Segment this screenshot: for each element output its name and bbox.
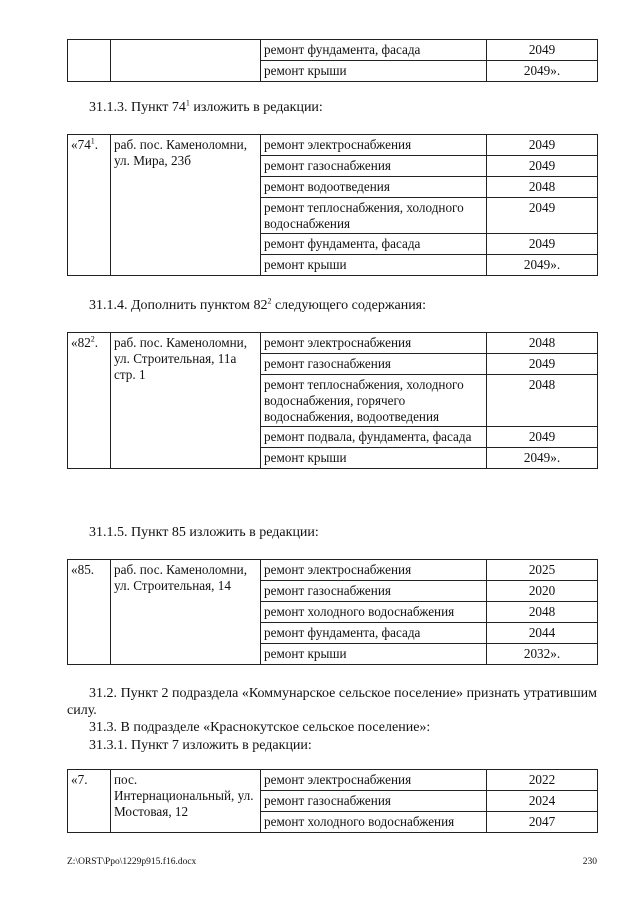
work-cell: ремонт газоснабжения <box>261 791 487 812</box>
work-cell: ремонт подвала, фундамента, фасада <box>261 427 487 448</box>
address-cell: раб. пос. Каменоломни, ул. Строительная, 11а стр. 1 <box>111 333 261 469</box>
works-table-7 <box>67 769 598 833</box>
work-cell: ремонт газоснабжения <box>261 156 487 177</box>
work-cell: ремонт фундамента, фасада <box>261 234 487 255</box>
footer-page-number: 230 <box>582 857 597 867</box>
work-cell: ремонт крыши <box>261 644 487 665</box>
year-cell: 2049 <box>487 40 598 61</box>
works-table-continuation <box>67 39 598 82</box>
year-cell: 2047 <box>487 812 598 833</box>
year-cell: 2049 <box>487 427 598 448</box>
year-cell: 2049». <box>487 61 598 82</box>
year-cell: 2024 <box>487 791 598 812</box>
address-cell: пос. Интернациональный, ул. Мостовая, 12 <box>111 770 261 833</box>
works-table-82-2 <box>67 332 598 469</box>
year-cell: 2048 <box>487 333 598 354</box>
footer-file-path: Z:\ORST\Ppo\1229p915.f16.docx <box>67 857 197 867</box>
address-cell <box>111 40 261 82</box>
work-cell: ремонт холодного водоснабжения <box>261 602 487 623</box>
item-number-cell <box>68 40 111 82</box>
year-cell: 2044 <box>487 623 598 644</box>
work-cell: ремонт электроснабжения <box>261 333 487 354</box>
item-number-cell: «$74^1$. <box>68 135 111 276</box>
year-cell: 2048 <box>487 602 598 623</box>
table-row <box>68 40 598 61</box>
item-number-cell: «85. <box>68 560 111 665</box>
address-cell: раб. пос. Каменоломни, ул. Мира, 23б <box>111 135 261 276</box>
work-cell: ремонт крыши <box>261 255 487 276</box>
work-cell: ремонт крыши <box>261 448 487 469</box>
year-cell: 2049 <box>487 156 598 177</box>
item-number-cell: «$82^2$. <box>68 333 111 469</box>
year-cell: 2048 <box>487 375 598 427</box>
address-cell: раб. пос. Каменоломни, ул. Строительная, 14 <box>111 560 261 665</box>
year-cell: 2025 <box>487 560 598 581</box>
paragraph-31-1-4: 31.1.4. Дополнить пунктом $82^2$ следующего содержания: <box>89 296 427 313</box>
year-cell: 2049». <box>487 448 598 469</box>
paragraph-31-2: 31.2. Пункт 2 подраздела «Коммунарское сельское поселение» признать утратившим силу. <box>67 686 597 718</box>
work-cell: ремонт фундамента, фасада <box>261 40 487 61</box>
year-cell: 2022 <box>487 770 598 791</box>
works-table-85 <box>67 559 598 665</box>
year-cell: 2020 <box>487 581 598 602</box>
year-cell: 2032». <box>487 644 598 665</box>
table-row <box>68 135 598 156</box>
year-cell: 2049 <box>487 135 598 156</box>
table-row <box>68 560 598 581</box>
table-row <box>68 770 598 791</box>
work-cell: ремонт теплоснабжения, холодного водоснабжения <box>261 198 487 234</box>
year-cell: 2049». <box>487 255 598 276</box>
table-row <box>68 333 598 354</box>
paragraph-31-3-1: 31.3.1. Пункт 7 изложить в редакции: <box>89 738 312 753</box>
work-cell: ремонт холодного водоснабжения <box>261 812 487 833</box>
paragraph-31-1-3: 31.1.3. Пункт $74^1$ изложить в редакции: <box>89 98 323 115</box>
work-cell: ремонт крыши <box>261 61 487 82</box>
year-cell: 2049 <box>487 234 598 255</box>
paragraph-31-3: 31.3. В подразделе «Краснокутское сельское поселение»: <box>89 720 431 735</box>
work-cell: ремонт газоснабжения <box>261 354 487 375</box>
work-cell: ремонт электроснабжения <box>261 560 487 581</box>
works-table-74-1 <box>67 134 598 276</box>
year-cell: 2049 <box>487 198 598 234</box>
year-cell: 2048 <box>487 177 598 198</box>
work-cell: ремонт водоотведения <box>261 177 487 198</box>
item-number-cell: «7. <box>68 770 111 833</box>
work-cell: ремонт теплоснабжения, холодного водоснабжения, горячего водоснабжения, водоотведения <box>261 375 487 427</box>
year-cell: 2049 <box>487 354 598 375</box>
work-cell: ремонт фундамента, фасада <box>261 623 487 644</box>
work-cell: ремонт электроснабжения <box>261 135 487 156</box>
paragraph-31-1-5: 31.1.5. Пункт 85 изложить в редакции: <box>89 525 319 540</box>
work-cell: ремонт электроснабжения <box>261 770 487 791</box>
work-cell: ремонт газоснабжения <box>261 581 487 602</box>
